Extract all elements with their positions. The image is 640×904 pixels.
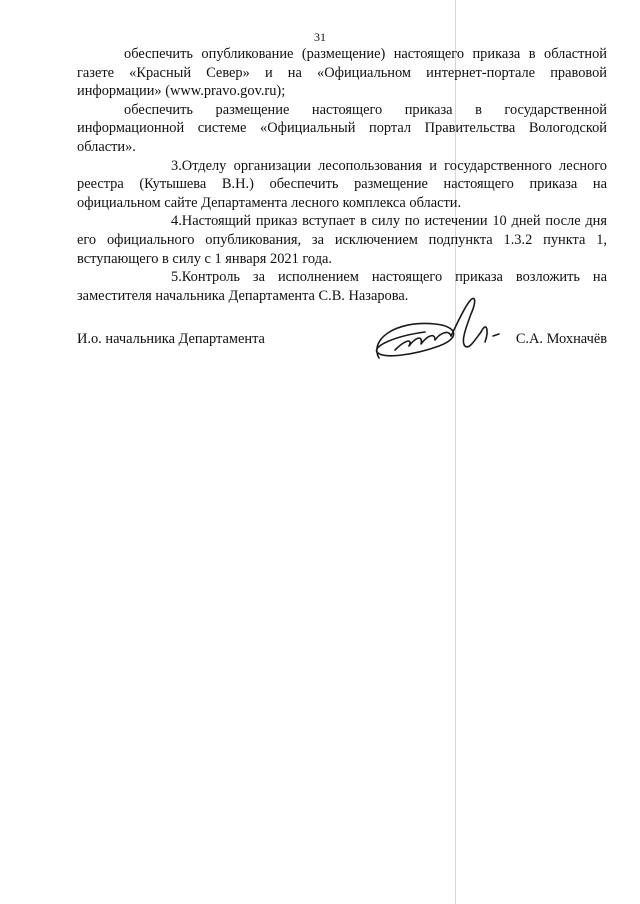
paragraph-number: 5.: [171, 269, 182, 286]
paragraph-number: 3.: [171, 157, 182, 174]
paragraph-item-4: [77, 212, 607, 268]
signatory-title: И.о. начальника Департамента: [77, 331, 265, 347]
page-number: 31: [314, 30, 326, 44]
paragraph-text: Настоящий приказ вступает в силу по истечении 10 дней после дня его официального опубликования, за исключением подпункта 1.3.2 пункта 1, вступающего в силу с 1 января 2021 года.: [77, 213, 607, 267]
paragraph-text: обеспечить размещение настоящего приказа в государственной информационной системе «Официальный портал Правительства Вологодской области».: [77, 101, 607, 155]
paragraph-portal: [77, 101, 607, 157]
paragraph-number: 4.: [171, 213, 182, 230]
handwritten-signature: [365, 280, 605, 380]
paragraph-item-3: [77, 157, 607, 213]
paragraph-text: обеспечить опубликование (размещение) настоящего приказа в областной газете «Красный Север» и на «Официальном интернет-портале правовой информации» (www.pravo.gov.ru);: [77, 46, 607, 100]
paragraph-publication: [77, 45, 607, 101]
signatory-name: С.А. Мохначёв: [515, 331, 607, 347]
paragraph-text: Отделу организации лесопользования и государственного лесного реестра (Кутышева В.Н.) обеспечить размещение настоящего приказа на официальном сайте Департамента лесного комплекса области.: [77, 157, 607, 211]
document-body: [77, 45, 607, 305]
paragraph-text: Контроль за исполнением настоящего приказа возложить на заместителя начальника Департамента С.В. Назарова.: [77, 269, 607, 304]
